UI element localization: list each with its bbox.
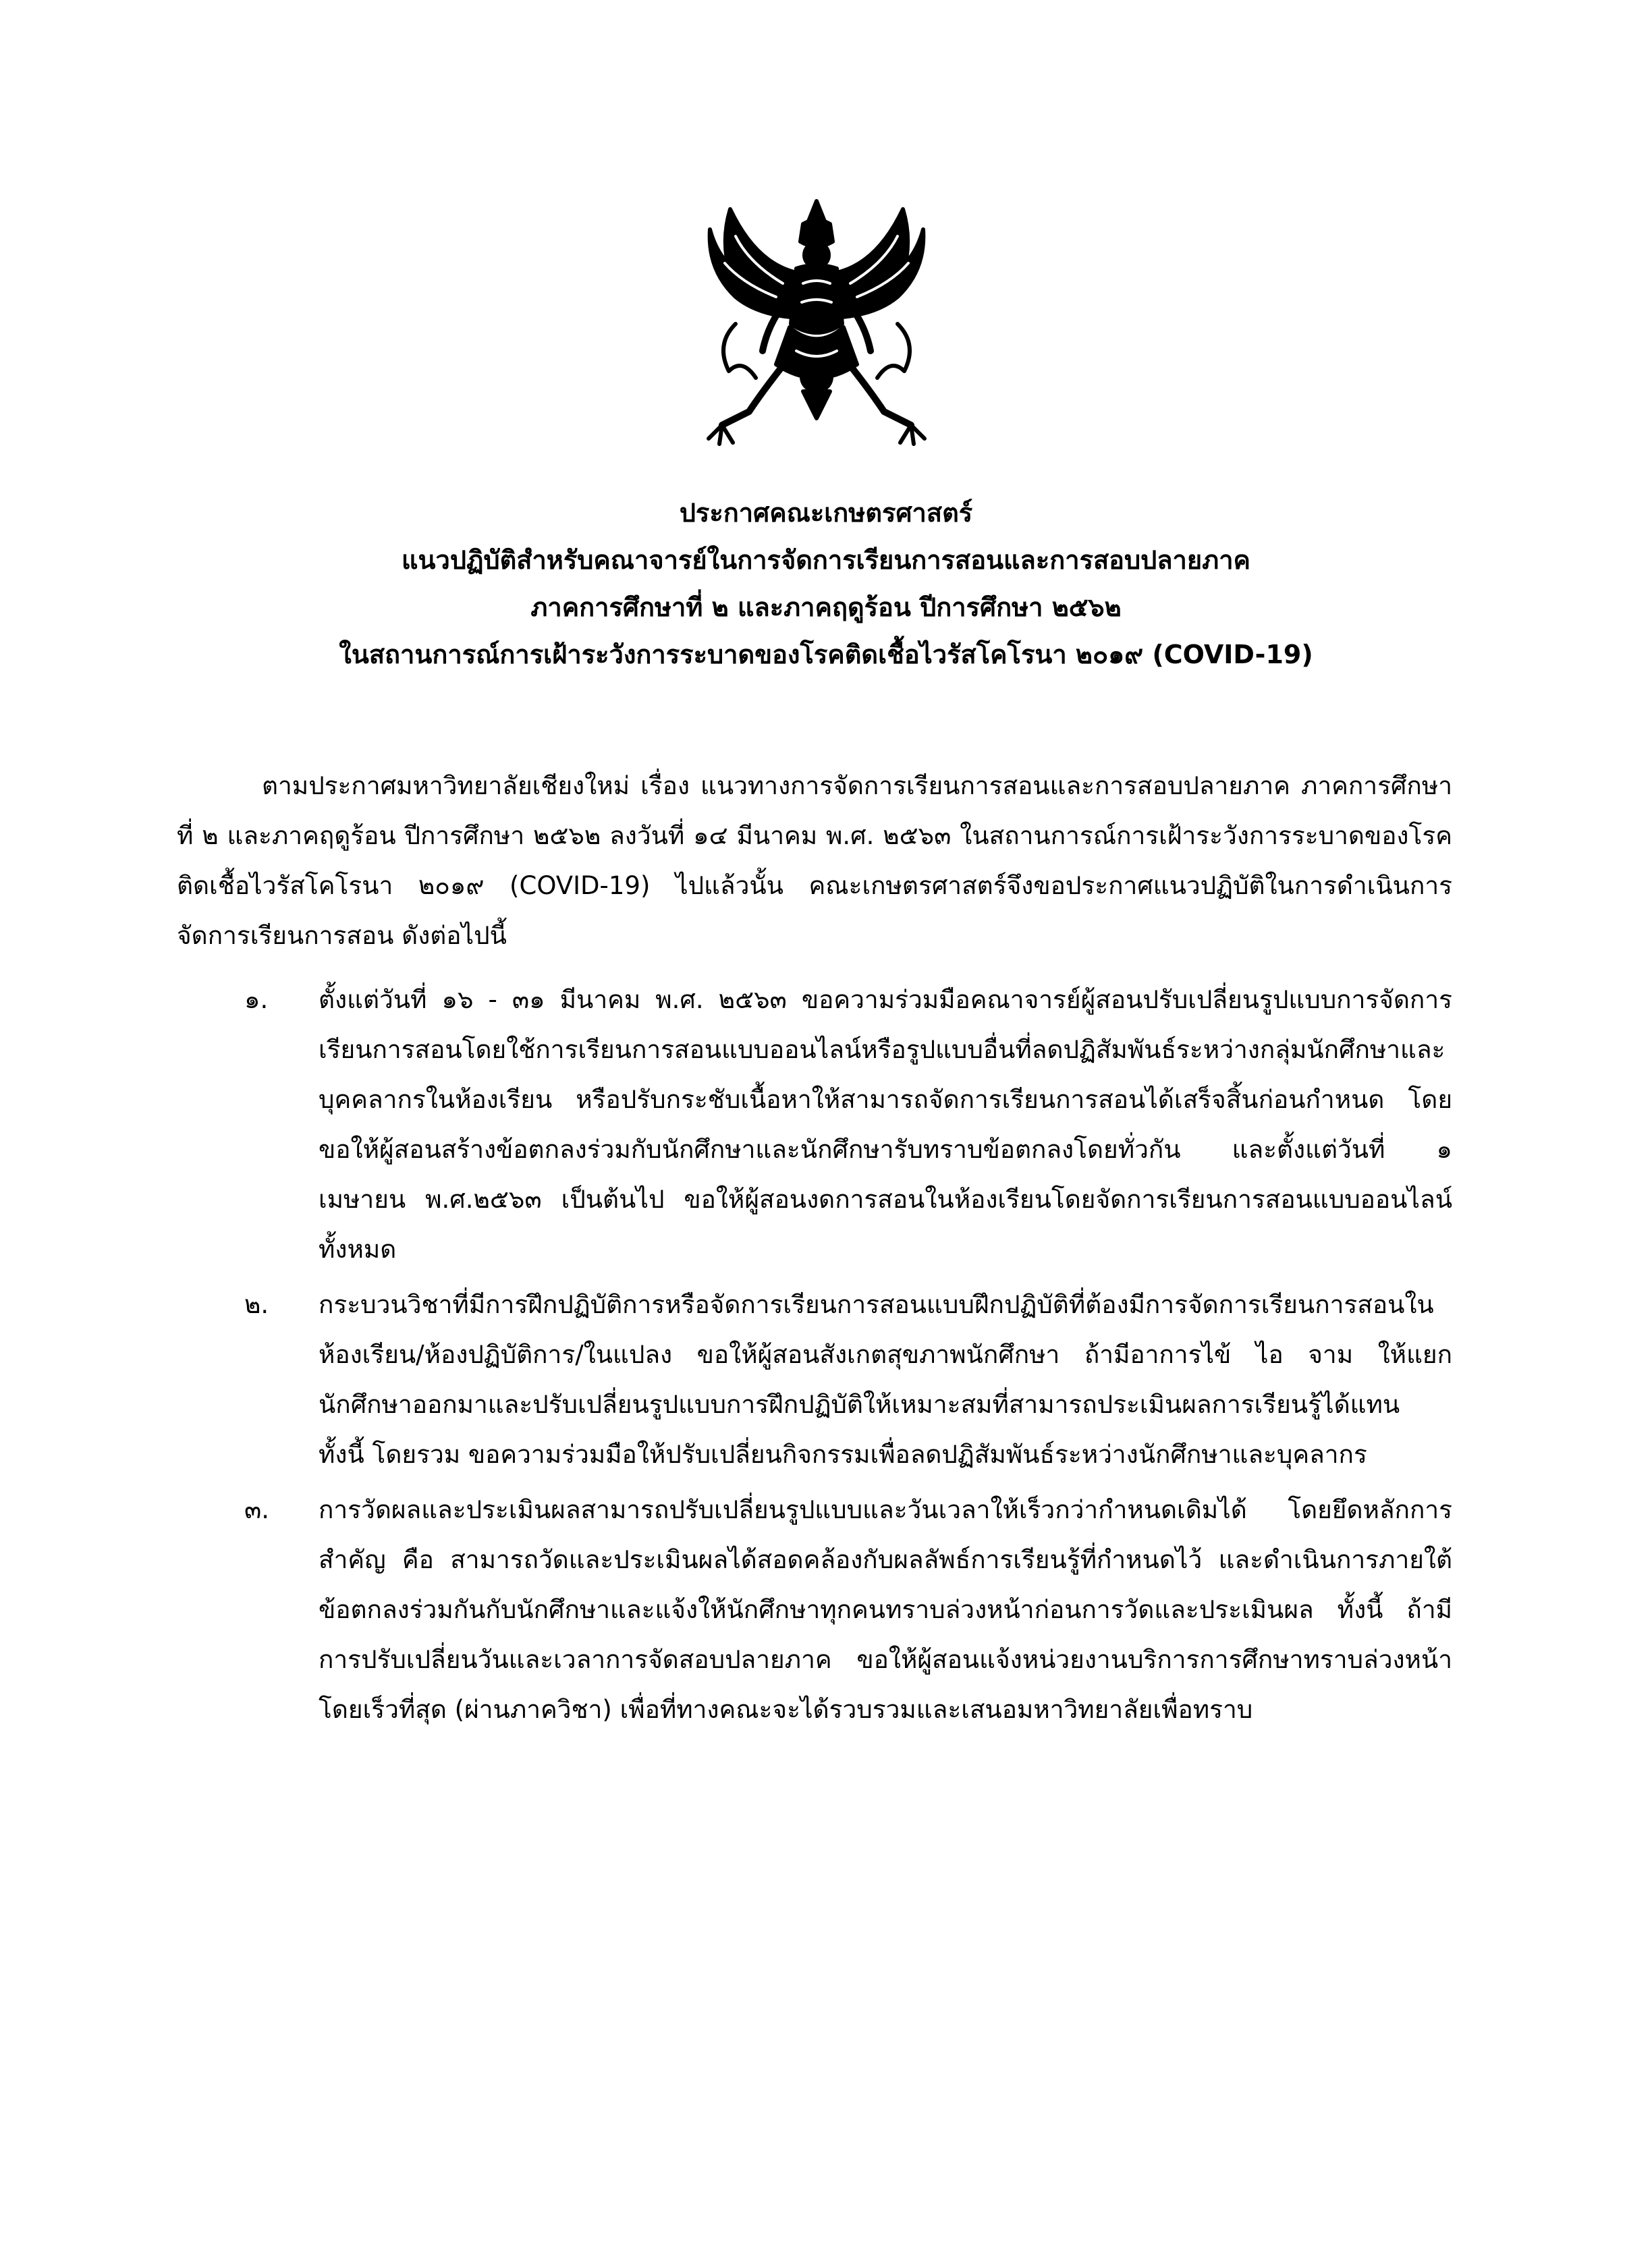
list-item-number: ๒. [244,1290,269,1319]
list-item [177,975,1452,1275]
list-item-text: กระบวนวิชาที่มีการฝึกปฏิบัติการหรือจัดการเรียนการสอนแบบฝึกปฏิบัติที่ต้องมีการจัดการเรียนการสอนในห้องเรียน/ห้องปฏิบัติการ/ในแปลง ขอให้ผู้สอนสังเกตสุขภาพนักศึกษา ถ้ามีอาการไข้ ไอ จาม ให้แยกนักศึกษาออกมาและปรับเปลี่ยนรูปแบบการฝึกปฏิบัติให้เหมาะสมที่สามารถประเมินผลการเรียนรู้ได้แทน ทั้งนี้ โดยรวม ขอความร่วมมือให้ปรับเปลี่ยนกิจกรรมเพื่อลดปฏิสัมพันธ์ระหว่างนักศึกษาและบุคลากร [319,1290,1452,1469]
list-item [177,1485,1452,1735]
list-item-number: ๓. [244,1495,270,1524]
list-item [177,1280,1452,1480]
guideline-list [177,975,1452,1740]
list-item-text: ตั้งแต่วันที่ ๑๖ - ๓๑ มีนาคม พ.ศ. ๒๕๖๓ ขอความร่วมมือคณาจารย์ผู้สอนปรับเปลี่ยนรูปแบบการจัดการเรียนการสอนโดยใช้การเรียนการสอนแบบออนไลน์หรือรูปแบบอื่นที่ลดปฏิสัมพันธ์ระหว่างกลุ่มนักศึกษาและบุคคลากรในห้องเรียน หรือปรับกระชับเนื้อหาให้สามารถจัดการเรียนการสอนได้เสร็จสิ้นก่อนกำหนด โดยขอให้ผู้สอนสร้างข้อตกลงร่วมกับนักศึกษาและนักศึกษารับทราบข้อตกลงโดยทั่วกัน และตั้งแต่วันที่ ๑ เมษายน พ.ศ.๒๕๖๓ เป็นต้นไป ขอให้ผู้สอนงดการสอนในห้องเรียนโดยจัดการเรียนการสอนแบบออนไลน์ทั้งหมด [319,985,1452,1264]
heading-line-4: ในสถานการณ์การเฝ้าระวังการระบาดของโรคติดเชื้อไวรัสโคโรนา ๒๐๑๙ (COVID-19) [339,640,1313,669]
heading-line-1: ประกาศคณะเกษตรศาสตร์ [679,498,973,528]
heading-line-2: แนวปฏิบัติสำหรับคณาจารย์ในการจัดการเรียนการสอนและการสอบปลายภาค [402,545,1250,575]
list-item-text: การวัดผลและประเมินผลสามารถปรับเปลี่ยนรูปแบบและวันเวลาให้เร็วกว่ากำหนดเดิมได้ โดยยึดหลักการสำคัญ คือ สามารถวัดและประเมินผลได้สอดคล้องกับผลลัพธ์การเรียนรู้ที่กำหนดไว้ และดำเนินการภายใต้ข้อตกลงร่วมกันกับนักศึกษาและแจ้งให้นักศึกษาทุกคนทราบล่วงหน้าก่อนการวัดและประเมินผล ทั้งนี้ ถ้ามีการปรับเปลี่ยนวันและเวลาการจัดสอบปลายภาค ขอให้ผู้สอนแจ้งหน่วยงานบริการการศึกษาทราบล่วงหน้าโดยเร็วที่สุด (ผ่านภาควิชา) เพื่อที่ทางคณะจะได้รวบรวมและเสนอมหาวิทยาลัยเพื่อทราบ [319,1495,1452,1724]
list-item-number: ๑. [244,985,269,1014]
heading-line-3: ภาคการศึกษาที่ ๒ และภาคฤดูร้อน ปีการศึกษา ๒๕๖๒ [530,592,1122,622]
garuda-emblem-icon [695,189,938,459]
intro-paragraph: ตามประกาศมหาวิทยาลัยเชียงใหม่ เรื่อง แนวทางการจัดการเรียนการสอนและการสอบปลายภาค ภาคการศึกษาที่ ๒ และภาคฤดูร้อน ปีการศึกษา ๒๕๖๒ ลงวันที่ ๑๔ มีนาคม พ.ศ. ๒๕๖๓ ในสถานการณ์การเฝ้าระวังการระบาดของโรคติดเชื้อไวรัสโคโรนา ๒๐๑๙ (COVID-19) ไปแล้วนั้น คณะเกษตรศาสตร์จึงขอประกาศแนวปฏิบัติในการดำเนินการจัดการเรียนการสอน ดังต่อไปนี้ [177,771,1452,950]
announcement-heading [162,489,1490,678]
